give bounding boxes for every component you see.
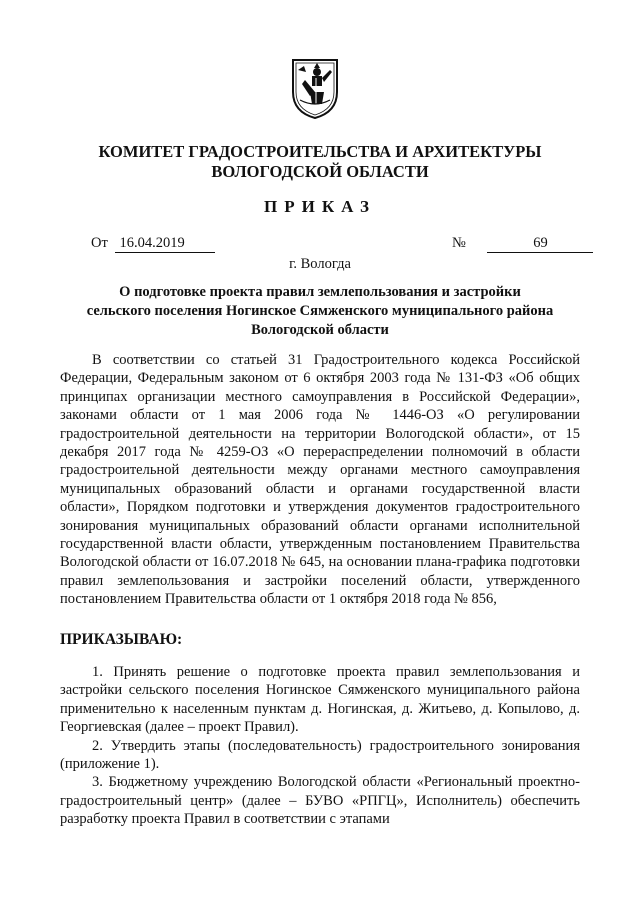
number-field bbox=[452, 235, 593, 253]
date-value: 16.04.2019 bbox=[115, 235, 215, 253]
document-title: ПРИКАЗ bbox=[264, 197, 376, 216]
order-item-1: 1. Принять решение о подготовке проекта правил землепользования и застройки сельского поселения Ногинское Сямженского муниципального района применительно к населенным пунктам д. Ногинская, д. Житьево, д. Копылово, д. Георгиевская (далее – проект Правил). bbox=[60, 664, 580, 736]
subject-line-3: Вологодской области bbox=[251, 322, 389, 338]
order-item-3: 3. Бюджетному учреждению Вологодской области «Региональный проектно-градостроительный центр» (далее – БУВО «РПГЦ», Исполнитель) обеспечить разработку проекта Правил в соответствии с этапами bbox=[60, 774, 580, 828]
preamble-paragraph: В соответствии со статьей 31 Градостроительного кодекса Российской Федерации, Федеральным законом от 6 октября 2003 года № 131-ФЗ «Об общих принципах организации местного самоуправления в Российской Федерации», законами области от 1 мая 2006 года № 1446-ОЗ «О регулировании градостроительной деятельности на территории Вологодской области», от 15 декабря 2017 года № 4259-ОЗ «О перераспределении полномочий в области градостроительной деятельности между органами местного самоуправления муниципальных образований области и органами государственной власти области», Порядком подготовки и утверждения документов градостроительного зонирования муниципальных образований области органами исполнительной государственной власти области, утвержденным постановлением Правительства Вологодской области от 16.07.2018 № 645, на основании плана-графика подготовки правил землепользования и застройки поселений области, утвержденного постановлением Правительства области от 1 октября 2018 года № 856, bbox=[60, 352, 580, 608]
number-value: 69 bbox=[487, 235, 593, 253]
order-item-2: 2. Утвердить этапы (последовательность) градостроительного зонирования (приложение 1). bbox=[60, 737, 580, 773]
committee-line-2: ВОЛОГОДСКОЙ ОБЛАСТИ bbox=[211, 162, 429, 181]
date-field bbox=[91, 235, 215, 253]
subject-line-2: сельского поселения Ногинское Сямженского муниципального района bbox=[86, 303, 554, 319]
committee-name bbox=[0, 142, 640, 182]
date-prefix: От bbox=[91, 235, 108, 251]
number-prefix: № bbox=[452, 235, 466, 251]
document-subject bbox=[60, 283, 580, 340]
city: г. Вологда bbox=[289, 256, 351, 272]
order-items bbox=[60, 663, 580, 829]
order-word: ПРИКАЗЫВАЮ: bbox=[60, 631, 183, 648]
committee-line-1: КОМИТЕТ ГРАДОСТРОИТЕЛЬСТВА И АРХИТЕКТУРЫ bbox=[98, 142, 542, 161]
coat-of-arms-icon bbox=[290, 56, 340, 120]
subject-line-1: О подготовке проекта правил землепользования и застройки bbox=[119, 284, 521, 300]
